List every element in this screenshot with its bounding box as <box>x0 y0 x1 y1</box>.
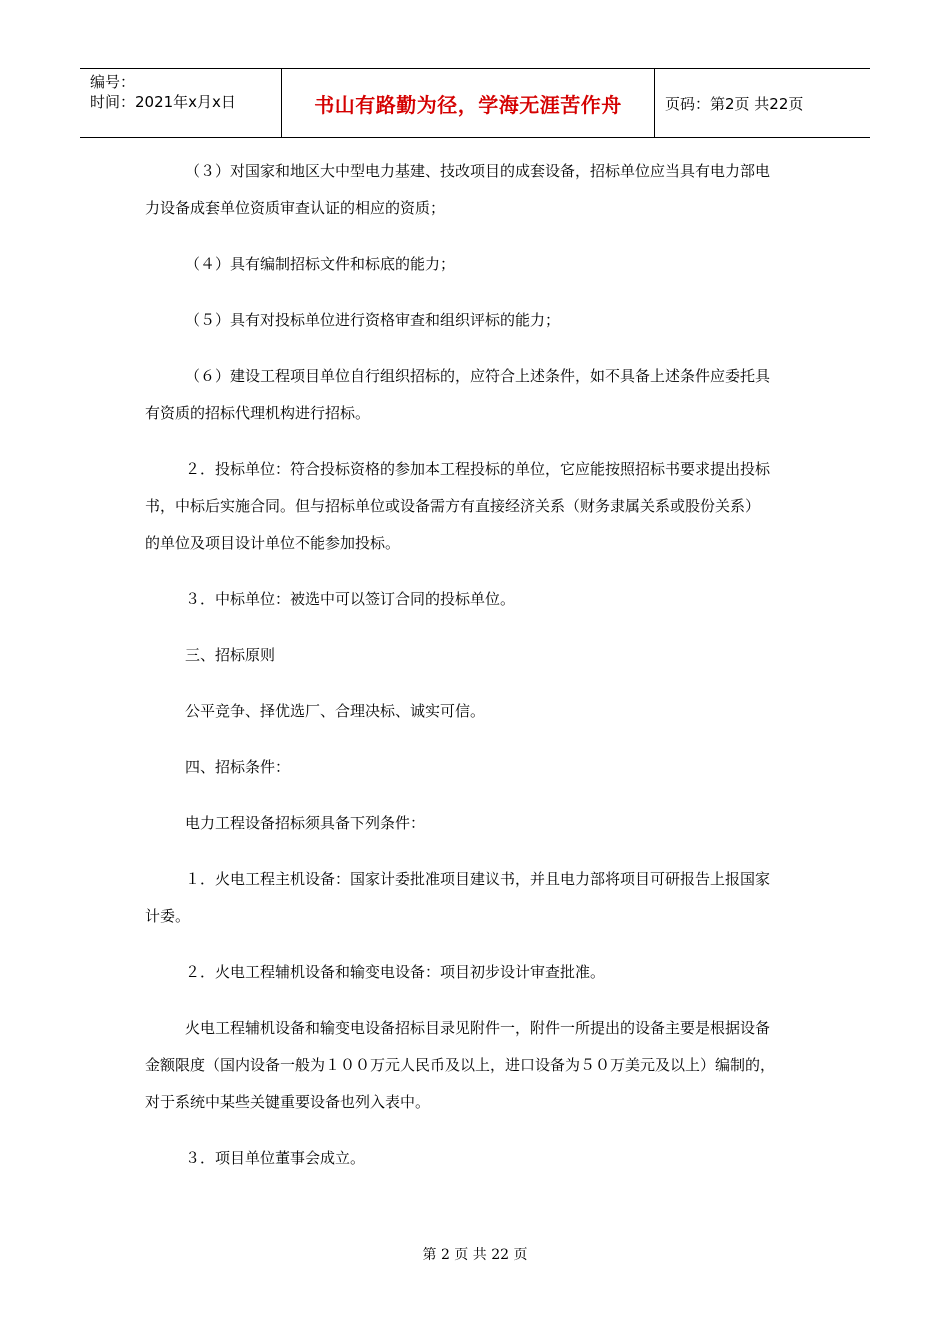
paragraph-line: 火电工程辅机设备和输变电设备招标目录见附件一，附件一所提出的设备主要是根据设备 <box>185 1019 771 1037</box>
paragraph-line: １．火电工程主机设备：国家计委批准项目建议书，并且电力部将项目可研报告上报国家 <box>185 870 771 888</box>
paragraph <box>145 861 810 935</box>
paragraph-line: 四、招标条件： <box>185 758 291 776</box>
header-motto-cell <box>282 69 655 137</box>
paragraph-line: 公平竞争、择优选厂、合理决标、诚实可信。 <box>185 702 486 720</box>
paragraph-line: 的单位及项目设计单位不能参加投标。 <box>145 534 401 552</box>
paragraph <box>145 451 810 562</box>
document-number-label: 编号： <box>90 73 136 91</box>
document-date-label: 时间：2021年x月x日 <box>90 93 236 111</box>
paragraph <box>145 805 810 842</box>
footer-page-number: 第 2 页 共 22 页 <box>422 1247 528 1263</box>
paragraph-line: 对于系统中某些关键重要设备也列入表中。 <box>145 1093 431 1111</box>
page-footer <box>0 1244 950 1264</box>
page-header <box>80 68 870 138</box>
paragraph-line: （３）对国家和地区大中型电力基建、技改项目的成套设备，招标单位应当具有电力部电 <box>185 162 771 180</box>
paragraph-line: ２．火电工程辅机设备和输变电设备：项目初步设计审查批准。 <box>185 963 606 981</box>
paragraph-line: 电力工程设备招标须具备下列条件： <box>185 814 426 832</box>
paragraph-line: 力设备成套单位资质审查认证的相应的资质； <box>145 199 446 217</box>
paragraph-line: ３．中标单位：被选中可以签订合同的投标单位。 <box>185 590 516 608</box>
paragraph-line: ３．项目单位董事会成立。 <box>185 1149 366 1167</box>
paragraph <box>145 1140 810 1177</box>
paragraph <box>145 954 810 991</box>
header-page-info: 页码：第2页 共22页 <box>665 94 804 113</box>
header-meta-cell <box>80 69 282 137</box>
paragraph-line: 三、招标原则 <box>185 646 276 664</box>
header-motto: 书山有路勤为径，学海无涯苦作舟 <box>314 92 622 117</box>
paragraph-line: （６）建设工程项目单位自行组织招标的，应符合上述条件，如不具备上述条件应委托具 <box>185 367 771 385</box>
paragraph <box>145 581 810 618</box>
paragraph <box>145 358 810 432</box>
paragraph <box>145 693 810 730</box>
paragraph <box>145 302 810 339</box>
paragraph <box>145 749 810 786</box>
paragraph-line: 书，中标后实施合同。但与招标单位或设备需方有直接经济关系（财务隶属关系或股份关系） <box>145 497 761 515</box>
paragraph <box>145 637 810 674</box>
paragraph <box>145 246 810 283</box>
paragraph-line: 计委。 <box>145 907 191 925</box>
header-page-cell <box>655 69 870 137</box>
paragraph <box>145 1010 810 1121</box>
paragraph-line: （５）具有对投标单位进行资格审查和组织评标的能力； <box>185 311 561 329</box>
paragraph <box>145 153 810 227</box>
paragraph-line: ２．投标单位：符合投标资格的参加本工程投标的单位，它应能按照招标书要求提出投标 <box>185 460 771 478</box>
paragraph-line: （４）具有编制招标文件和标底的能力； <box>185 255 456 273</box>
paragraph-line: 金额限度（国内设备一般为１００万元人民币及以上，进口设备为５０万美元及以上）编制的， <box>145 1056 776 1074</box>
paragraph-line: 有资质的招标代理机构进行招标。 <box>145 404 371 422</box>
